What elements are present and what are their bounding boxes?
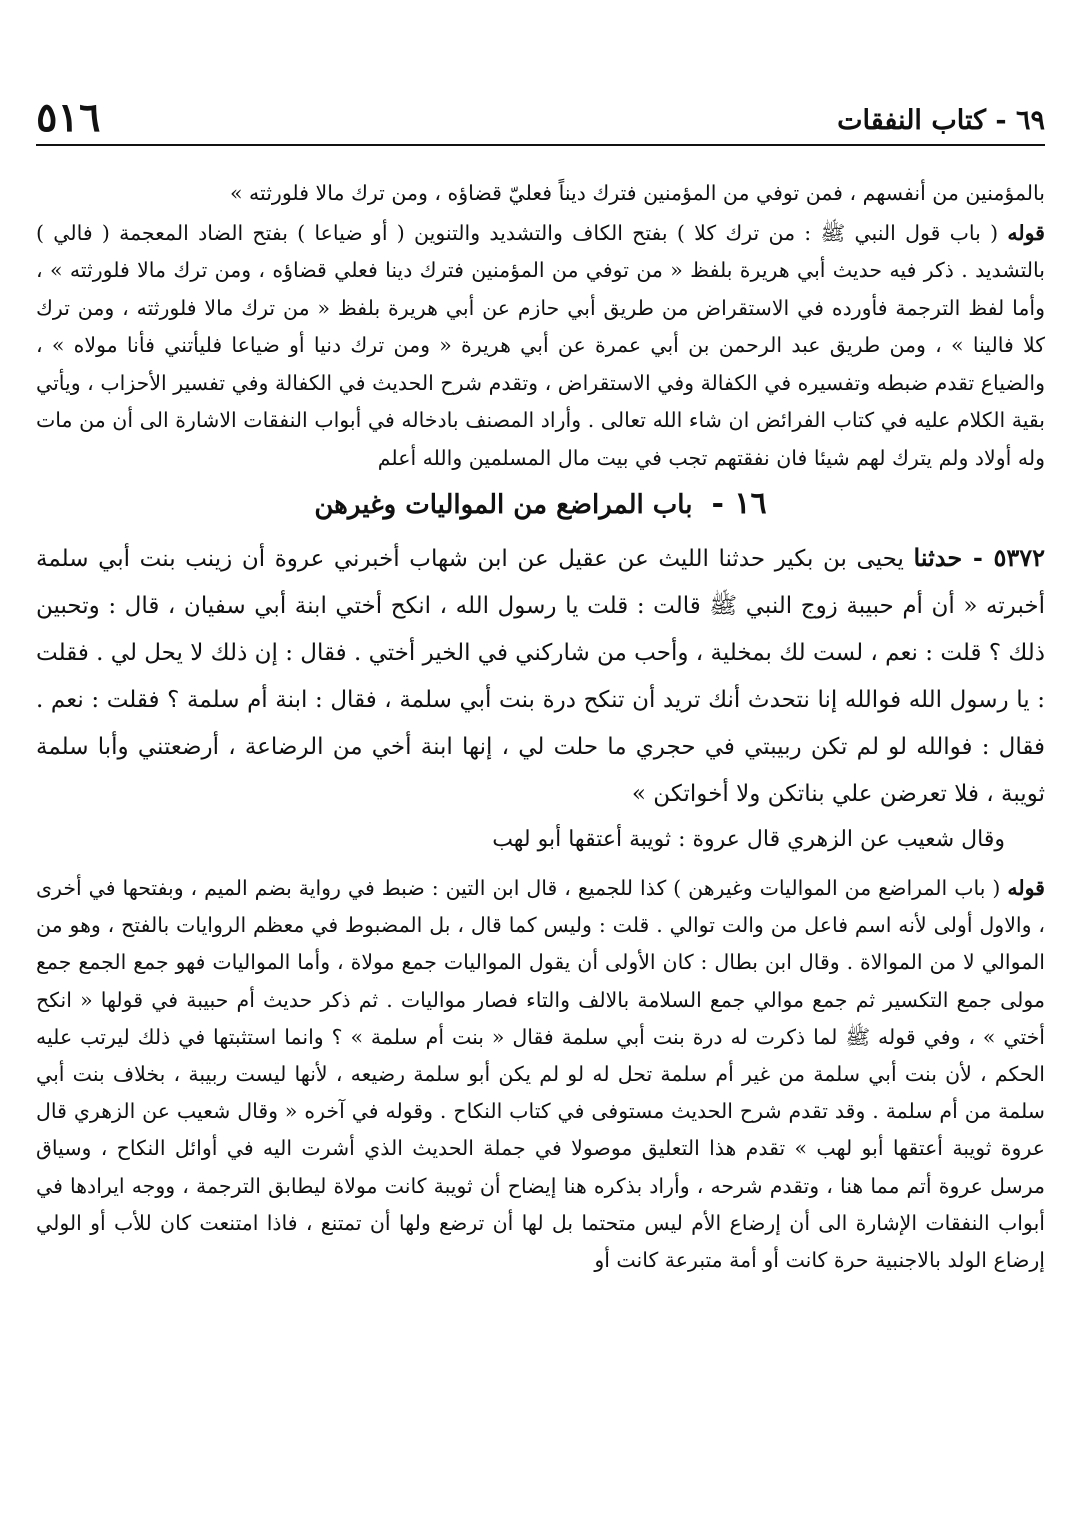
commentary-lead: قوله xyxy=(1007,220,1045,245)
running-title: ٦٩ - كتاب النفقات xyxy=(837,105,1045,136)
paragraph-text: ( باب قول النبي ﷺ : من ترك كلا ) بفتح الكاف والتشديد والتنوين ( أو ضياعا ) بفتح الضاد المعجمة ( فالي ) بالتشديد . ذكر فيه حديث أبي هريرة بلفظ « من توفي من المؤمنين فترك دينا فعلي قضاؤه ، ومن ترك مالا فلورثته » ، وأما لفظ الترجمة فأورده في الاستقراض من طريق أبي حازم عن أبي هريرة بلفظ « من ترك مالا فلورثته ، ومن ترك كلا فالينا » ، ومن طريق عبد الرحمن بن أبي عمرة عن أبي هريرة « ومن ترك دنيا أو ضياعا فليأتني فأنا مولاه » ، والضياع تقدم ضبطه وتفسيره في الكفالة وفي الاستقراض ، وتقدم شرح الحديث في الكفالة وفي تفسير الأحزاب ، ويأتي بقية الكلام عليه في كتاب الفرائض ان شاء الله تعالى . وأراد المصنف بادخاله في أبواب النفقات الاشارة الى أن من مات وله أولاد ولم يترك لهم شيئا فان نفقتهم تجب في بيت مال المسلمين والله أعلم xyxy=(36,220,1045,470)
paragraph-hadith-end xyxy=(36,175,1045,213)
hadith-number: ٥٣٧٢ - حدثنا xyxy=(913,543,1045,572)
paragraph-text: ( باب المراضع من المواليات وغيرهن ) كذا للجميع ، قال ابن التين : ضبط في رواية بضم الميم ، وبفتحها في أخرى ، والاول أولى لأنه اسم فاعل من والت توالي . قلت : وليس كما قال ، بل المضبوط في معظم الروايات بالفتح ، وهو من الموالي لا من الموالاة . وقال ابن بطال : كان الأولى أن يقول المواليات جمع مولاة ، وأما المواليات فهو جمع الجمع جمع مولى جمع التكسير ثم جمع موالي جمع السلامة بالالف والتاء فصار مواليات . ثم ذكر حديث أم حبيبة في قولها « انكح أختي » ، وفي قوله ﷺ لما ذكرت له درة بنت أبي سلمة فقال « بنت أم سلمة » ؟ وانما استثبتها في ذلك ليرتب عليه الحكم ، لأن بنت أبي سلمة من غير أم سلمة تحل له لو لم يكن أبو سلمة رضيعه ، لأنها ليست ربيبة ، بخلاف بنت أبي سلمة من أم سلمة . وقد تقدم شرح الحديث مستوفى في كتاب النكاح . وقوله في آخره « وقال شعيب عن الزهري قال عروة ثويبة أعتقها أبو لهب » تقدم هذا التعليق موصولا في جملة الحديث الذي أشرت اليه في أوائل النكاح ، وسياق مرسل عروة أتم مما هنا ، وتقدم شرحه ، وأراد بذكره هنا إيضاح أن ثويبة كانت مولاة ليطابق الترجمة ، ووجه ايرادها في أبواب النفقات الإشارة الى أن إرضاع الأم ليس متحتما بل لها أن ترضع ولها أن تمتنع ، فاذا امتنعت كان للأب أو الولي إرضاع الولد بالاجنبية حرة كانت أو أمة متبرعة كانت أو xyxy=(36,876,1045,1273)
hadith-tail: وقال شعيب عن الزهري قال عروة : ثويبة أعتقها أبو لهب xyxy=(492,827,1005,852)
page-header xyxy=(36,88,1045,146)
paragraph-text: بالمؤمنين من أنفسهم ، فمن توفي من المؤمنين فترك ديناً فعليّ قضاؤه ، ومن ترك مالا فلورثته » xyxy=(229,181,1045,205)
paragraph-commentary-2 xyxy=(36,870,1045,1279)
chapter-heading xyxy=(36,485,1045,524)
paragraph-commentary-1 xyxy=(36,215,1045,478)
chapter-title: باب المراضع من المواليات وغيرهن xyxy=(314,490,693,520)
page-body xyxy=(36,175,1045,1281)
hadith-body: يحيى بن بكير حدثنا الليث عن عقيل عن ابن شهاب أخبرني عروة أن زينب بنت أبي سلمة أخبرته « أن أم حبيبة زوج النبي ﷺ قالت : قلت يا رسول الله ، انكح أختي ابنة أبي سفيان ، قال : وتحبين ذلك ؟ قلت : نعم ، لست لك بمخلية ، وأحب من شاركني في الخير أختي . فقال : إن ذلك لا يحل لي . فقلت : يا رسول الله فوالله إنا نتحدث أنك تريد أن تنكح درة بنت أبي سلمة ، فقال : ابنة أم سلمة ؟ فقلت : نعم . فقال : فوالله لو لم تكن ربيبتي في حجري ما حلت لي ، إنها ابنة أخي من الرضاعة ، أرضعتني وأبا سلمة ثويبة ، فلا تعرضن علي بناتكن ولا أخواتكن » xyxy=(36,546,1045,807)
chapter-number: ١٦ - xyxy=(711,486,767,521)
commentary-lead: قوله xyxy=(1007,876,1045,900)
hadith-text xyxy=(36,534,1045,818)
commentary-section xyxy=(36,870,1045,1279)
page-number: ٥١٦ xyxy=(36,94,101,141)
